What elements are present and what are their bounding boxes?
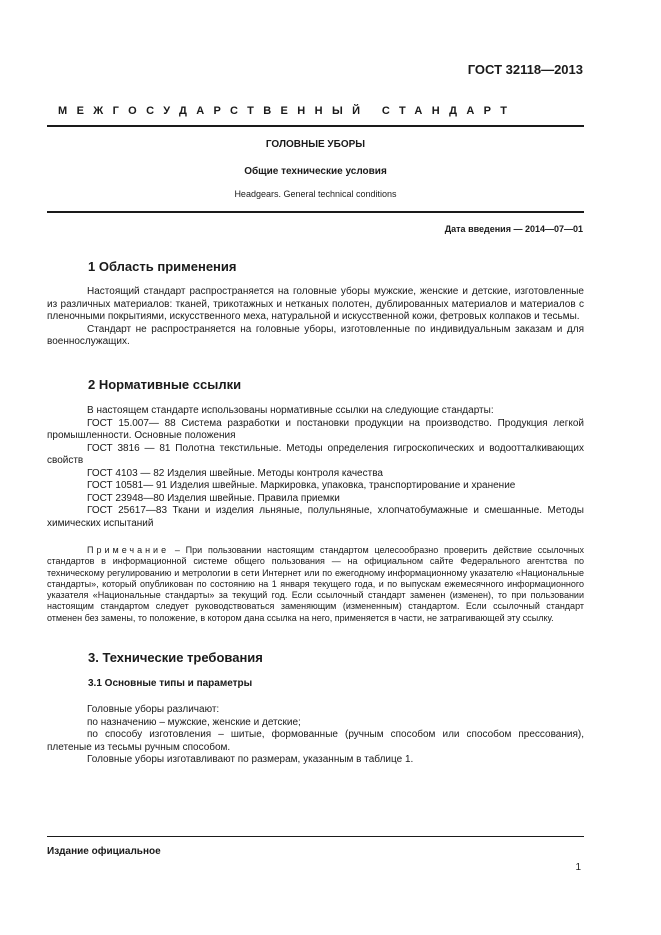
paragraph: по назначению – мужские, женские и детские; [87,716,301,728]
paragraph: Стандарт не распространяется на головные уборы, изготовленные по индивидуальным заказам и для военнослужащих. [47,323,584,347]
section-2-body [47,405,584,530]
standard-subtitle: Общие технические условия [244,166,387,177]
footer-rule [47,836,584,837]
section-3-heading: 3. Технические требования [88,650,263,665]
standard-title: ГОЛОВНЫЕ УБОРЫ [265,139,366,150]
document-code: ГОСТ 32118—2013 [467,62,583,77]
note-text: – При пользовании настоящим стандартом целесообразно проверить действие ссылочных стандартов в информационной системе общего пользования — на официальном сайте Федерального агентства по техническому регулированию и метрологии в сети Интернет или по ежегодному информационному указателю «Национальные стандарты», который опубликован по состоянию на 1 января текущего года, и по выпускам ежемесячного информационного указателя «Национальные стандарты» за текущий год. Если ссылочный стандарт заменен (изменен), то при пользовании настоящим стандартом следует руководствоваться заменяющим (измененным) стандартом. Если ссылочный стандарт отменен без замены, то положение, в котором дана ссылка на него, применяется в части, не затрагивающей эту ссылку. [47,545,584,623]
note-label: Примечание [87,545,170,555]
paragraph: Головные уборы изготавливают по размерам, указанным в таблице 1. [87,754,414,765]
interstate-standard-label: МЕЖГОСУДАРСТВЕННЫЙ СТАНДАРТ [58,105,517,117]
edition-label: Издание официальное [47,846,161,857]
paragraph: Головные уборы различают: [87,704,220,715]
section-1-heading: 1 Область применения [88,259,237,274]
page-number: 1 [575,862,581,873]
reference-item: ГОСТ 10581— 91 Изделия швейные. Маркировка, упаковка, транспортирование и хранение [87,480,516,491]
note-block [47,545,584,624]
reference-item: ГОСТ 3816 — 81 Полотна текстильные. Методы определения гигроскопических и водоотталкивающих свойств [47,442,584,466]
section-1-body [47,286,584,349]
english-title: Headgears. General technical conditions [234,189,397,199]
reference-item: ГОСТ 25617—83 Ткани и изделия льняные, полульняные, хлопчатобумажные и смешанные. Методы химических испытаний [47,505,584,529]
reference-item: ГОСТ 15.007— 88 Система разработки и постановки продукции на производство. Продукция легкой промышленности. Основные положения [47,417,584,441]
section-3-body [47,704,584,767]
reference-item: ГОСТ 23948—80 Изделия швейные. Правила приемки [87,492,340,504]
reference-item: ГОСТ 4103 — 82 Изделия швейные. Методы контроля качества [87,467,383,479]
paragraph: по способу изготовления – шитые, формованные (ручным способом или способом прессования), плетеные из тесьмы ручным способом. [47,729,584,753]
header-rule [47,125,584,127]
title-rule [47,211,584,213]
subsection-3-1-heading: 3.1 Основные типы и параметры [88,678,253,689]
introduction-date: Дата введения — 2014—07—01 [444,224,583,234]
paragraph: Настоящий стандарт распространяется на головные уборы мужские, женские и детские, изготовленные из различных материалов: тканей, трикотажных и нетканых полотен, дублированных материалов и материалов с пленочными покрытиями, искусственного меха, натуральной и искусственной кожи, фетровых колпаков и тесьмы. [47,286,584,322]
section-2-heading: 2 Нормативные ссылки [88,377,242,392]
paragraph: В настоящем стандарте использованы нормативные ссылки на следующие стандарты: [87,405,494,416]
